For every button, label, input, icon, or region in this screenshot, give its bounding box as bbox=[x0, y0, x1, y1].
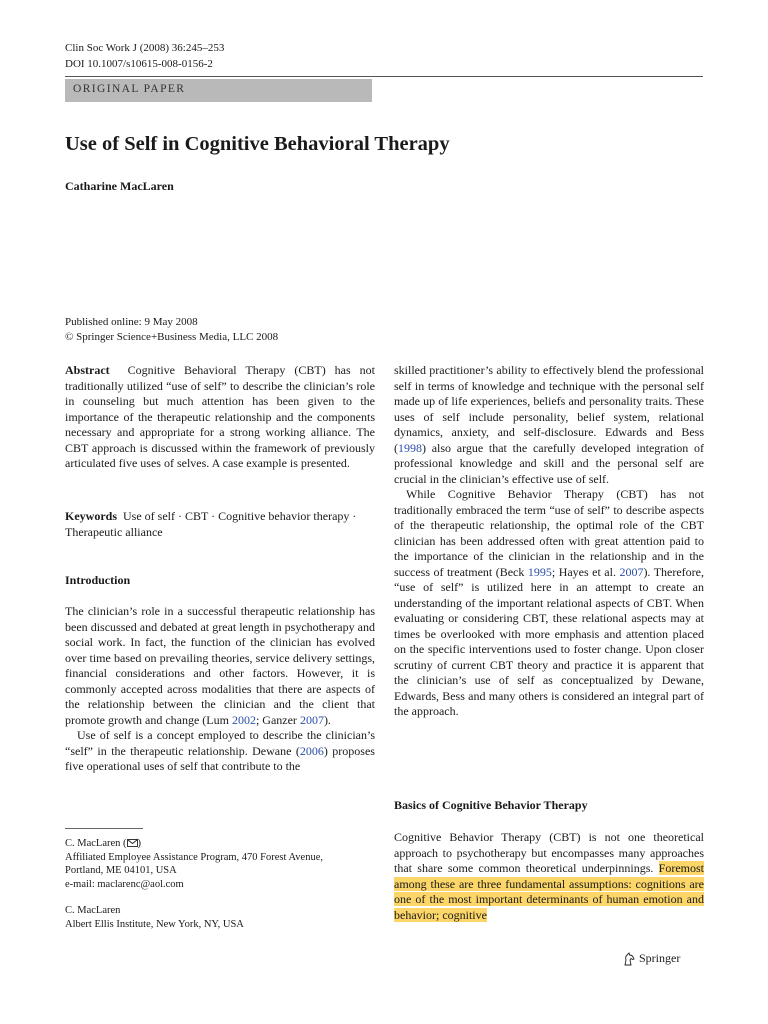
header-rule bbox=[65, 76, 703, 77]
basics-body bbox=[394, 830, 704, 923]
publisher-mark bbox=[622, 951, 680, 966]
citation-link[interactable]: 2007 bbox=[619, 564, 644, 579]
abstract-text: Cognitive Behavioral Therapy (CBT) has not traditionally utilized “use of self” to describe the clinician’s role in counseling but much attention has been given to the importance of the therapeutic relationship and the components necessary and appropriate for a strong working alliance. The CBT approach is discussed within the framework of previously articulated five uses of selves. A case example is presented. bbox=[65, 363, 375, 470]
envelope-icon[interactable] bbox=[127, 839, 138, 847]
springer-horse-icon bbox=[622, 952, 636, 966]
keywords-section bbox=[65, 509, 375, 540]
abstract-section bbox=[65, 363, 375, 472]
author-1-address: Portland, ME 04101, USA bbox=[65, 865, 177, 876]
journal-meta bbox=[65, 40, 224, 72]
intro-paragraph-1: The clinician’s role in a successful therapeutic relationship has been discussed and debated at great length in psychotherapy and social work. In fact, the function of the clinician has evolved over time based on prevailing theories, service delivery settings, financial considerations and other factors. However, it is commonly accepted across modalities that there are aspects of the relationship between the clinician and the client that promote growth and change (Lum 2002; Ganzer 2007). bbox=[65, 604, 375, 727]
keywords-text: Use of self · CBT · Cognitive behavior therapy · Therapeutic alliance bbox=[65, 509, 357, 539]
keywords-label: Keywords bbox=[65, 509, 117, 523]
author-2-affiliation: Albert Ellis Institute, New York, NY, USA bbox=[65, 918, 244, 930]
article-title: Use of Self in Cognitive Behavioral Therapy bbox=[65, 133, 450, 155]
publication-info bbox=[65, 315, 278, 345]
author-1-email[interactable]: e-mail: maclarenc@aol.com bbox=[65, 878, 184, 890]
right-paragraph-2: While Cognitive Behavior Therapy (CBT) has not traditionally embraced the term “use of self” to describe aspects of the therapeutic relationship, the optimal role of the CBT clinician has been addressed often with great attention paid to the importance of the clinician in the relationship and in the success of treatment (Beck 1995; Hayes et al. 2007). Therefore, “use of self” is utilized here in an attempt to create an understanding of the important relational aspects of CBT. When evaluating or considering CBT, these relational aspects may at times be overlooked with more emphasis and attention placed on the specific interventions used to foster change. Upon closer scrutiny of current CBT theory and practice it is apparent that the clinician’s use of self as conceptualized by Dewane, Edwards, Bess and many others is considered an integral part of the approach. bbox=[394, 487, 704, 718]
article-type-label: ORIGINAL PAPER bbox=[73, 83, 186, 95]
citation-link[interactable]: 1998 bbox=[398, 440, 422, 455]
author-1-name: C. MacLaren ( ) bbox=[65, 838, 142, 849]
author-2-name: C. MacLaren bbox=[65, 905, 121, 916]
copyright: © Springer Science+Business Media, LLC 2008 bbox=[65, 331, 279, 343]
basics-heading: Basics of Cognitive Behavior Therapy bbox=[394, 798, 588, 812]
introduction-body bbox=[65, 604, 375, 775]
author-1-affiliation: Affiliated Employee Assistance Program, 470 Forest Avenue, bbox=[65, 851, 323, 863]
right-paragraph-1: skilled practitioner’s ability to effectively blend the professional self in terms of knowledge and technique with the personal self made up of life experiences, beliefs and personality traits. These uses of self include personality, belief system, relational dynamics, anxiety, and self-disclosure. Edwards and Bess (1998) also argue that the carefully developed integration of professional knowledge and skill and the personal self are crucial in the clinician’s effective use of self. bbox=[394, 363, 704, 486]
intro-paragraph-2: Use of self is a concept employed to describe the clinician’s “self” in the therapeutic relationship. Dewane (2006) proposes five operational uses of self that contribute to the bbox=[65, 728, 375, 773]
published-online: Published online: 9 May 2008 bbox=[65, 316, 198, 328]
author-name: Catharine MacLaren bbox=[65, 179, 174, 193]
citation-link[interactable]: 2002 bbox=[231, 712, 256, 727]
citation-link[interactable]: 2006 bbox=[299, 743, 324, 758]
footnote-rule bbox=[65, 828, 143, 829]
doi[interactable]: DOI 10.1007/s10615-008-0156-2 bbox=[65, 58, 213, 70]
introduction-heading: Introduction bbox=[65, 573, 131, 587]
highlighted-text[interactable]: Foremost among these are three fundamental assumptions: cognitions are one of the most important determinants of human emotion and behavior; cognitive bbox=[394, 861, 704, 922]
publisher-name: Springer bbox=[639, 951, 681, 965]
right-column-body bbox=[394, 363, 704, 720]
citation-link[interactable]: 1995 bbox=[527, 564, 552, 579]
journal-citation: Clin Soc Work J (2008) 36:245–253 bbox=[65, 42, 225, 54]
basics-paragraph: Cognitive Behavior Therapy (CBT) is not one theoretical approach to psychotherapy but encompasses many approaches that share some common theoretical underpinnings. Foremost among these are three fundamental assumptions: cognitions are one of the most important determinants of human emotion and behavior; cognitive bbox=[394, 830, 704, 922]
abstract-label: Abstract bbox=[65, 363, 110, 377]
citation-link[interactable]: 2007 bbox=[299, 712, 324, 727]
author-affiliations bbox=[65, 837, 323, 931]
